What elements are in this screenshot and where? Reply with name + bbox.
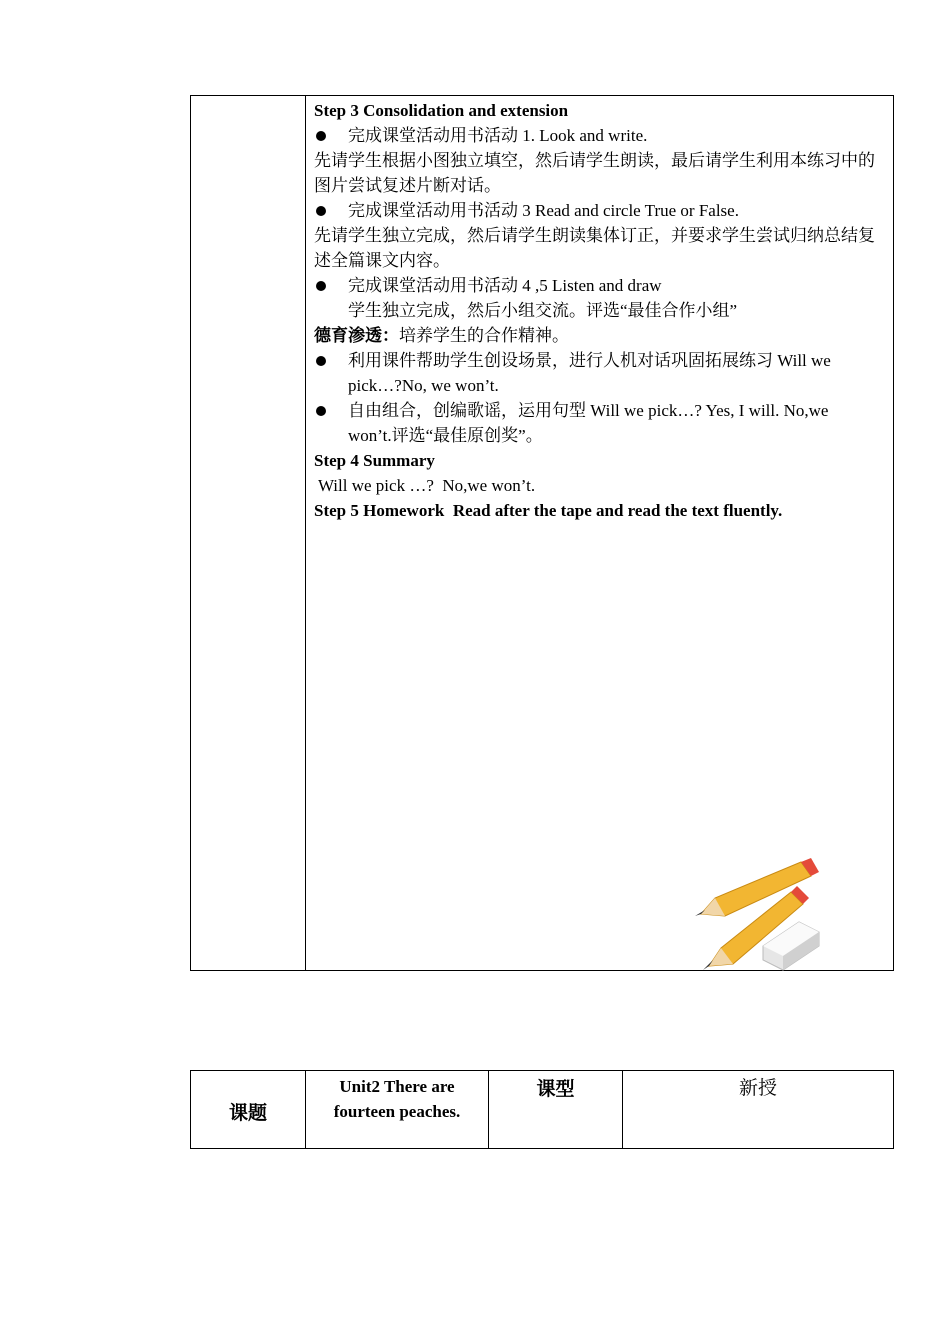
activity-3-description: 先请学生独立完成，然后请学生朗读集体订正，并要求学生尝试归纳总结复述全篇课文内容。 xyxy=(314,226,875,270)
bullet-icon xyxy=(316,406,326,416)
chant-item xyxy=(314,398,885,423)
moral-education-line xyxy=(314,323,885,348)
courseware-item xyxy=(314,348,885,373)
topic-value-line2: fourteen peaches. xyxy=(333,1102,461,1121)
pencils-and-eraser-icon xyxy=(691,856,831,971)
topic-value-cell xyxy=(306,1071,489,1148)
bullet-icon xyxy=(316,206,326,216)
activity-3-text: 完成课堂活动用书活动 3 Read and circle True or False. xyxy=(348,201,739,220)
left-column-cell xyxy=(191,96,306,970)
activity-1-text: 完成课堂活动用书活动 1. Look and write. xyxy=(348,126,648,145)
moral-education-text: 培养学生的合作精神。 xyxy=(399,326,569,345)
topic-value-line1: Unit2 There are xyxy=(339,1077,455,1096)
courseware-text-line2: pick…?No, we won’t. xyxy=(348,376,499,395)
activity-45-text: 完成课堂活动用书活动 4 ,5 Listen and draw xyxy=(348,276,662,295)
moral-education-label: 德育渗透： xyxy=(314,326,399,345)
type-label: 课型 xyxy=(536,1078,575,1100)
step3-heading: Step 3 Consolidation and extension xyxy=(314,101,569,120)
activity-1-description: 先请学生根据小图独立填空，然后请学生朗读，最后请学生利用本练习中的图片尝试复述片断对话。 xyxy=(314,151,875,195)
lesson-header-table xyxy=(190,1070,894,1149)
activity-45-item xyxy=(314,273,885,298)
type-value: 新授 xyxy=(738,1078,777,1099)
step4-heading: Step 4 Summary xyxy=(314,451,435,470)
step4-text: Will we pick …? No,we won’t. xyxy=(314,476,536,495)
pencil-icon xyxy=(695,858,819,916)
activity-1-item xyxy=(314,123,885,148)
procedure-content-cell xyxy=(306,96,893,970)
activity-3-item xyxy=(314,198,885,223)
bullet-icon xyxy=(316,281,326,291)
chant-text-line2: won’t.评选“最佳原创奖”。 xyxy=(348,426,543,445)
bullet-icon xyxy=(316,356,326,366)
topic-label-cell xyxy=(191,1071,306,1148)
courseware-text-line1: 利用课件帮助学生创设场景，进行人机对话巩固拓展练习 Will we xyxy=(348,351,831,370)
step5-homework: Step 5 Homework Read after the tape and read the text fluently. xyxy=(314,501,783,520)
activity-45-description: 学生独立完成，然后小组交流。评选“最佳合作小组” xyxy=(348,301,738,320)
bullet-icon xyxy=(316,131,326,141)
type-label-cell xyxy=(489,1071,623,1148)
topic-label: 课题 xyxy=(228,1102,267,1124)
topic-value xyxy=(306,1074,488,1124)
chant-text-line1: 自由组合，创编歌谣，运用句型 Will we pick…? Yes, I will. No,we xyxy=(348,401,829,420)
lesson-procedure-table xyxy=(190,95,894,971)
type-value-cell xyxy=(623,1071,893,1148)
